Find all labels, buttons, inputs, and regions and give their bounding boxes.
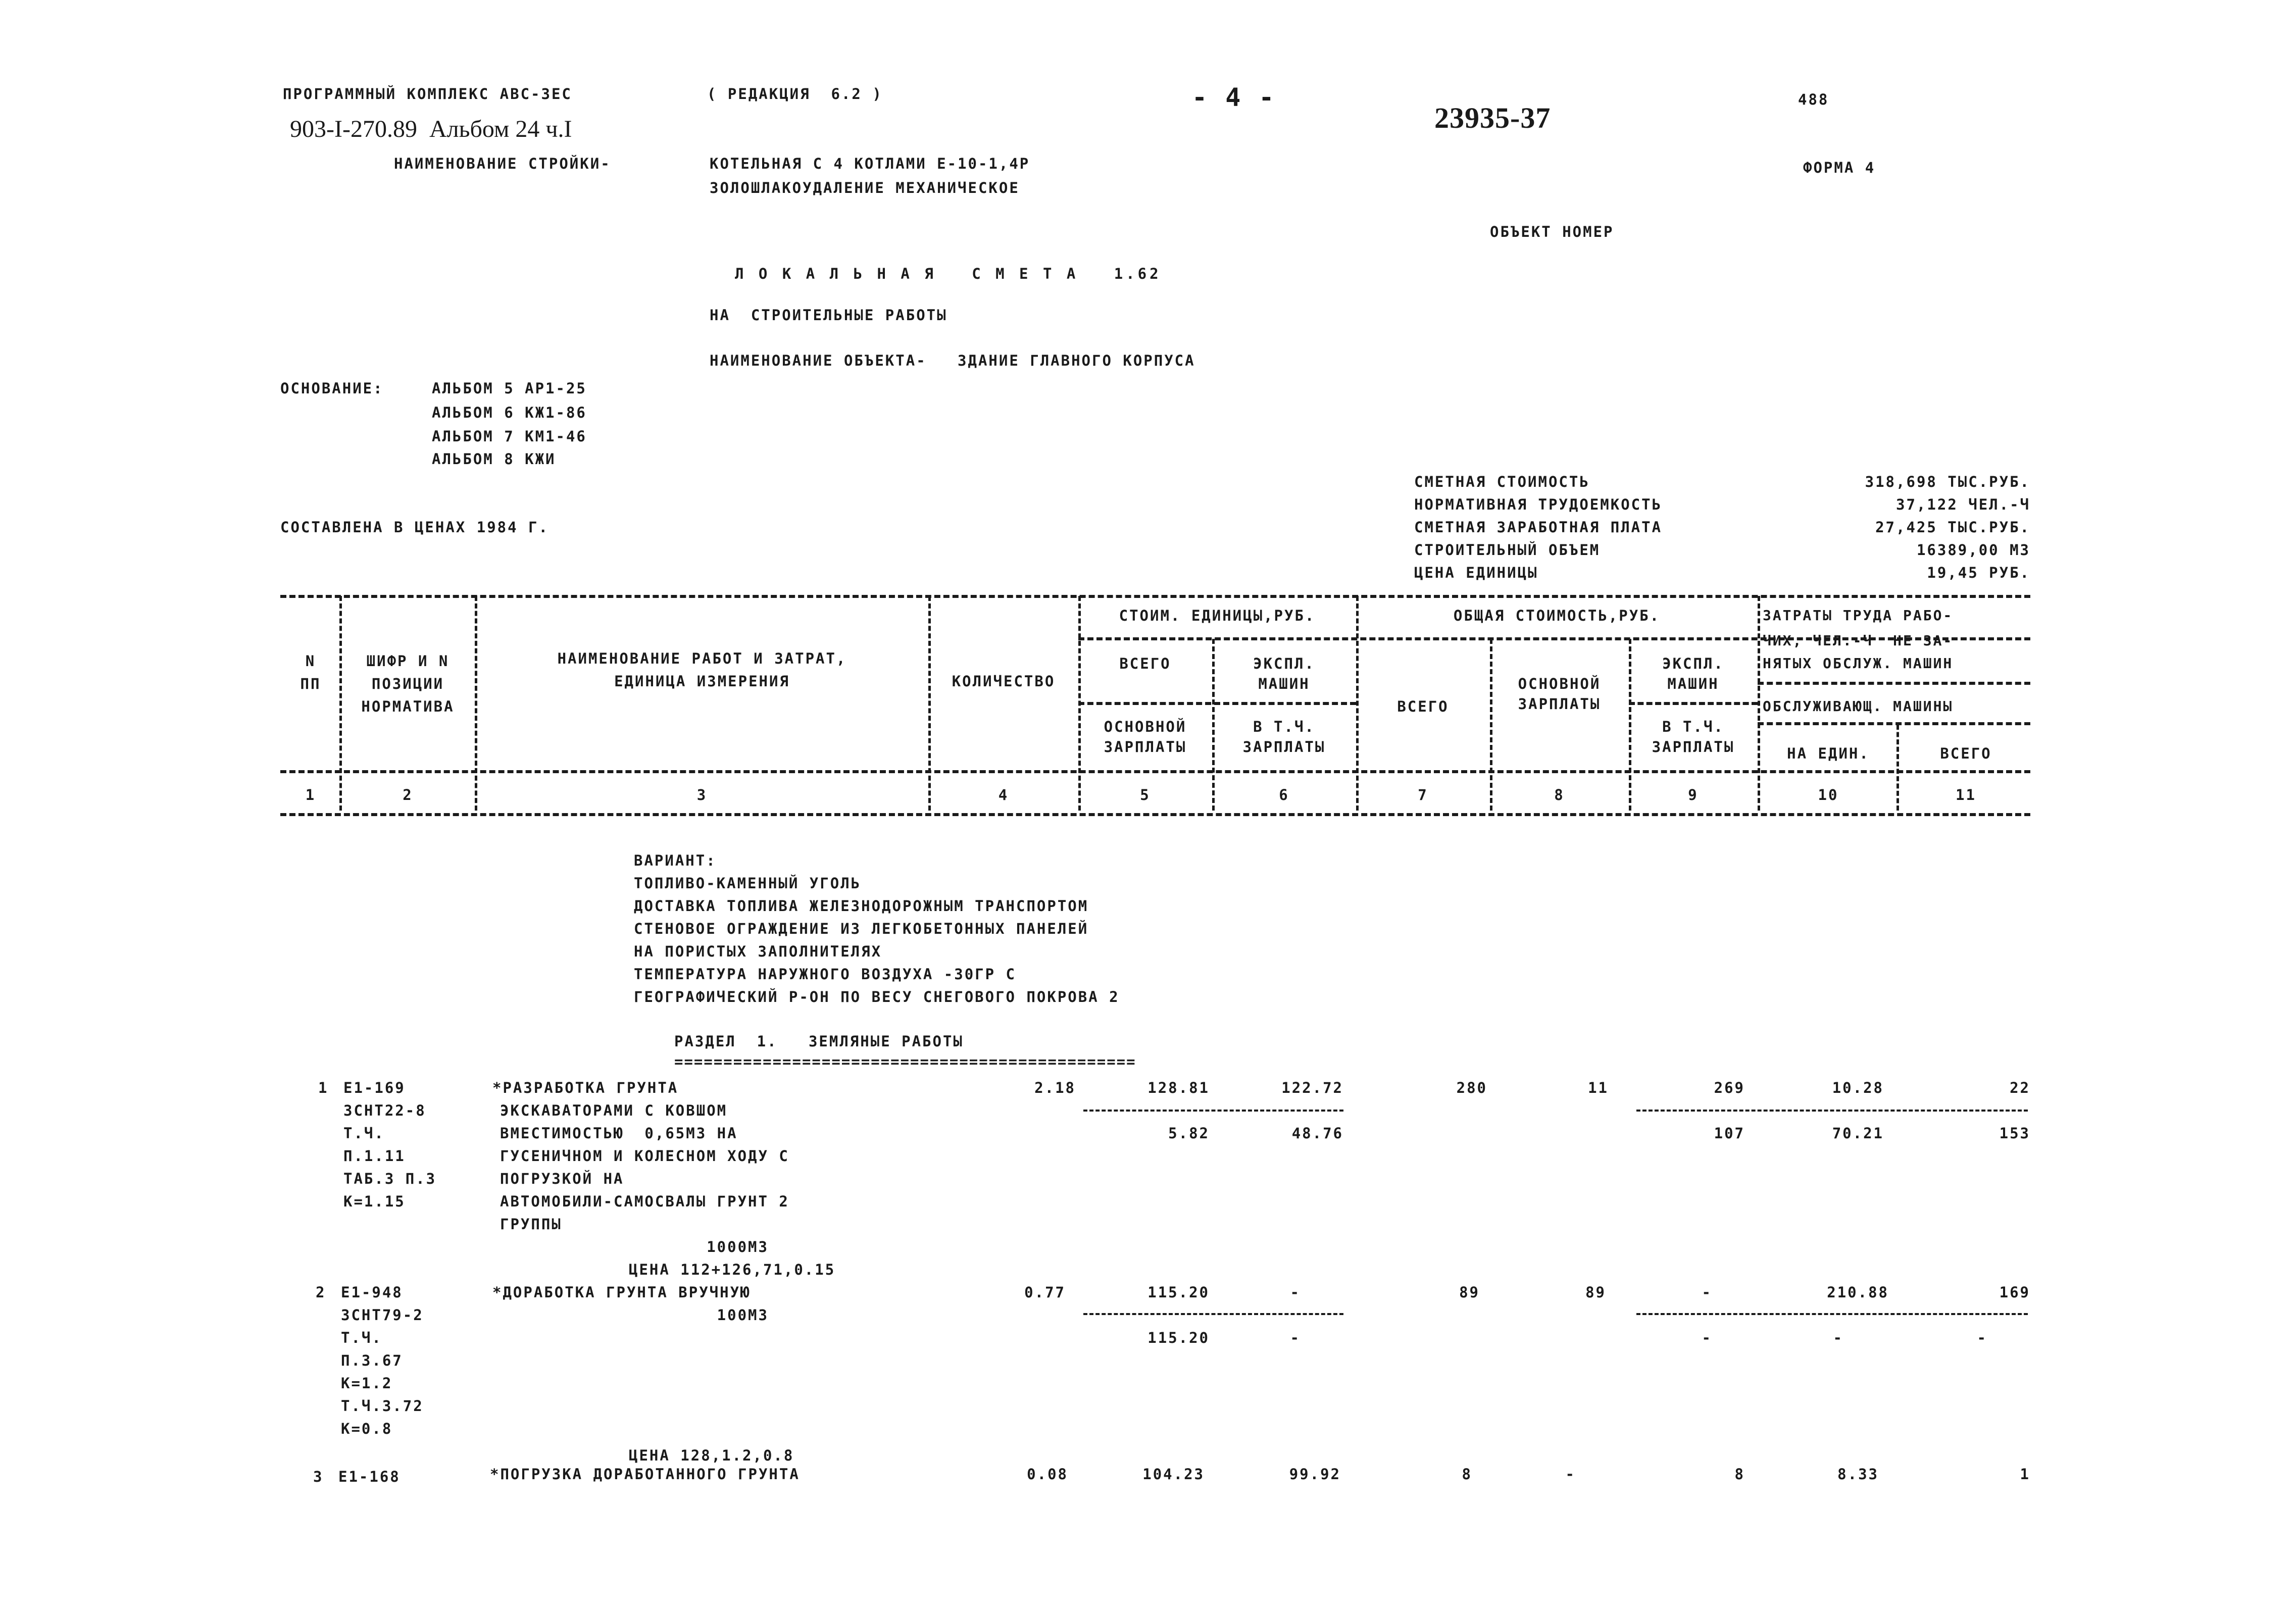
row-total-mach: 269 xyxy=(1714,1079,1745,1096)
object-number: ОБЪЕКТ НОМЕР xyxy=(1490,223,1614,240)
summary-label: СТРОИТЕЛЬНЫЙ ОБЪЕМ xyxy=(1414,541,1601,559)
column-number: 7 xyxy=(1418,786,1428,803)
row-labor2-total: 153 xyxy=(1999,1125,2030,1142)
basis-item: АЛЬБОМ 7 КМ1-46 xyxy=(432,428,587,445)
variant-line: ВАРИАНТ: xyxy=(634,852,717,869)
row-total-mach: 8 xyxy=(1734,1466,1745,1483)
column-number: 10 xyxy=(1818,786,1839,803)
row-code: ЗСНТ79-2 xyxy=(341,1306,424,1324)
col-header-quantity: КОЛИЧЕСТВО xyxy=(952,673,1056,690)
column-number: 8 xyxy=(1554,786,1565,803)
row-labor-unit: 10.28 xyxy=(1832,1079,1884,1096)
summary-label: СМЕТНАЯ ЗАРАБОТНАЯ ПЛАТА xyxy=(1414,519,1663,536)
object-name: НАИМЕНОВАНИЕ ОБЪЕКТА- ЗДАНИЕ ГЛАВНОГО КОРПУСА xyxy=(710,352,1195,369)
row-code: Т.Ч.3.72 xyxy=(341,1397,424,1415)
col-divider xyxy=(928,596,931,811)
page-number: - 4 - xyxy=(1192,83,1276,112)
column-number: 2 xyxy=(403,786,413,803)
numbers-bottom-rule xyxy=(280,813,2030,816)
row-name: ЭКСКАВАТОРАМИ С КОВШОМ xyxy=(500,1102,728,1119)
row-price-note: ЦЕНА 112+126,71,0.15 xyxy=(629,1261,836,1278)
summary-value: 37,122 ЧЕЛ.-Ч xyxy=(1896,496,2030,513)
header-inner-rule xyxy=(1758,722,2030,725)
row-unit-total: 115.20 xyxy=(1147,1284,1210,1301)
variant-line: СТЕНОВОЕ ОГРАЖДЕНИЕ ИЗ ЛЕГКОБЕТОННЫХ ПАНЕЛЕЙ xyxy=(634,920,1089,937)
program-name: ПРОГРАММНЫЙ КОМПЛЕКС АВС-3ЕС xyxy=(283,85,572,103)
row-name: ВМЕСТИМОСТЬЮ 0,65М3 НА xyxy=(500,1125,738,1142)
unit-wage-header: ЗАРПЛАТЫ xyxy=(1104,738,1187,756)
basis-item: АЛЬБОМ 5 АР1-25 xyxy=(432,380,587,397)
col-header-n: ПП xyxy=(300,675,321,692)
unit-mach-header: МАШИН xyxy=(1258,675,1310,692)
row-labor-total: 22 xyxy=(2010,1079,2030,1096)
row-total: 8 xyxy=(1462,1466,1472,1483)
row-code: Т.Ч. xyxy=(341,1329,382,1346)
summary-label: НОРМАТИВНАЯ ТРУДОЕМКОСТЬ xyxy=(1414,496,1663,513)
row-labor-unit: 210.88 xyxy=(1827,1284,1889,1301)
unit-cost-group-header: СТОИМ. ЕДИНИЦЫ,РУБ. xyxy=(1119,607,1316,624)
col-header-name: ЕДИНИЦА ИЗМЕРЕНИЯ xyxy=(614,673,790,690)
variant-line: ТОПЛИВО-КАМЕННЫЙ УГОЛЬ xyxy=(634,875,862,892)
row-total-mach: - xyxy=(1702,1284,1712,1301)
row-name: ПОГРУЗКОЙ НА xyxy=(500,1170,624,1187)
row-total: 280 xyxy=(1456,1079,1487,1096)
variant-line: ГЕОГРАФИЧЕСКИЙ Р-ОН ПО ВЕСУ СНЕГОВОГО ПОКРОВА 2 xyxy=(634,988,1120,1005)
row-sub-rule xyxy=(1083,1313,1343,1315)
labor-header-machines: ОБСЛУЖИВАЮЩ. МАШИНЫ xyxy=(1763,698,1954,715)
row-total: 89 xyxy=(1459,1284,1480,1301)
col-header-code: ПОЗИЦИИ xyxy=(371,675,444,692)
row-name: ГУСЕНИЧНОМ И КОЛЕСНОМ ХОДУ С xyxy=(500,1147,789,1165)
summary-value: 27,425 ТЫС.РУБ. xyxy=(1875,519,2030,536)
labor-header: ЗАТРАТЫ ТРУДА РАБО- xyxy=(1763,607,1954,624)
col-divider xyxy=(1078,596,1081,811)
col-divider xyxy=(1490,639,1492,811)
summary-value: 318,698 ТЫС.РУБ. xyxy=(1865,473,2030,490)
column-number: 5 xyxy=(1140,786,1151,803)
col-divider xyxy=(1758,596,1760,811)
column-number: 9 xyxy=(1688,786,1699,803)
row-code: П.1.11 xyxy=(343,1147,406,1165)
row-name: *ДОРАБОТКА ГРУНТА ВРУЧНУЮ xyxy=(492,1284,751,1301)
variant-line: НА ПОРИСТЫХ ЗАПОЛНИТЕЛЯХ xyxy=(634,943,882,960)
total-cost-group-header: ОБЩАЯ СТОИМОСТЬ,РУБ. xyxy=(1453,607,1661,624)
row-code: К=1.2 xyxy=(341,1375,393,1392)
row-labor2-unit: - xyxy=(1833,1329,1843,1346)
total-incl-header: В Т.Ч. xyxy=(1662,718,1724,735)
col-divider xyxy=(1896,725,1899,811)
row-code: Е1-169 xyxy=(343,1079,406,1096)
row-number: 1 xyxy=(318,1079,329,1096)
row-code: Т.Ч. xyxy=(343,1125,385,1142)
row-unit-incl: - xyxy=(1290,1329,1301,1346)
album-reference: 903-I-270.89 Альбом 24 ч.I xyxy=(290,116,572,142)
labor-unit-header: НА ЕДИН. xyxy=(1787,745,1870,762)
construction-line-1: КОТЕЛЬНАЯ С 4 КОТЛАМИ Е-10-1,4Р xyxy=(710,155,1030,172)
row-code: ТАБ.3 П.3 xyxy=(343,1170,437,1187)
unit-incl-header: В Т.Ч. xyxy=(1253,718,1315,735)
col-divider xyxy=(475,596,477,811)
header-inner-rule xyxy=(1758,682,2030,685)
row-unit-total: 128.81 xyxy=(1147,1079,1210,1096)
row-code: Е1-168 xyxy=(338,1468,401,1485)
col-divider xyxy=(339,596,342,811)
edition: ( РЕДАКЦИЯ 6.2 ) xyxy=(707,85,883,103)
row-total-incl: 107 xyxy=(1714,1125,1745,1142)
row-labor-total: 169 xyxy=(1999,1284,2030,1301)
variant-line: ДОСТАВКА ТОПЛИВА ЖЕЛЕЗНОДОРОЖНЫМ ТРАНСПОРТОМ xyxy=(634,897,1089,915)
column-number: 1 xyxy=(305,786,316,803)
total-all-header: ВСЕГО xyxy=(1397,698,1449,715)
row-unit-incl: 48.76 xyxy=(1291,1125,1343,1142)
row-unit: 1000М3 xyxy=(500,1238,769,1255)
row-quantity: 2.18 xyxy=(1034,1079,1076,1096)
summary-value: 16389,00 М3 xyxy=(1916,541,2030,559)
row-labor2-total: - xyxy=(1977,1329,1987,1346)
row-sub-rule xyxy=(1083,1110,1343,1112)
header-inner-rule xyxy=(1629,702,1758,705)
column-number: 4 xyxy=(998,786,1009,803)
row-unit-wage: 115.20 xyxy=(1147,1329,1210,1346)
row-number: 2 xyxy=(316,1284,326,1301)
row-total-wage: - xyxy=(1565,1466,1576,1483)
row-sub-rule xyxy=(1636,1313,2028,1315)
summary-value: 19,45 РУБ. xyxy=(1927,564,2030,581)
unit-total-header: ВСЕГО xyxy=(1119,655,1171,672)
row-unit-total: 104.23 xyxy=(1142,1466,1205,1483)
row-code: К=0.8 xyxy=(341,1420,393,1437)
column-number: 3 xyxy=(696,786,708,803)
basis-item: АЛЬБОМ 6 КЖ1-86 xyxy=(432,404,587,421)
row-labor-total: 1 xyxy=(2020,1466,2030,1483)
row-name: ГРУППЫ xyxy=(500,1216,562,1233)
header-inner-rule xyxy=(1078,702,1356,705)
column-number: 11 xyxy=(1956,786,1976,803)
basis-label: ОСНОВАНИЕ: xyxy=(280,380,384,397)
unit-incl-header: ЗАРПЛАТЫ xyxy=(1242,738,1326,756)
row-unit-mach: 122.72 xyxy=(1281,1079,1343,1096)
total-mach-header: ЭКСПЛ. xyxy=(1662,655,1724,672)
row-labor-unit: 8.33 xyxy=(1837,1466,1879,1483)
labor-header: ЧИХ, ЧЕЛ.-Ч НЕ ЗА- xyxy=(1763,632,1954,649)
summary-label: СМЕТНАЯ СТОИМОСТЬ xyxy=(1414,473,1590,490)
construction-label: НАИМЕНОВАНИЕ СТРОЙКИ- xyxy=(394,155,611,172)
row-labor2-unit: 70.21 xyxy=(1832,1125,1884,1142)
unit-wage-header: ОСНОВНОЙ xyxy=(1104,718,1187,735)
row-code: К=1.15 xyxy=(343,1193,406,1210)
unit-mach-header: ЭКСПЛ. xyxy=(1253,655,1315,672)
row-code: П.3.67 xyxy=(341,1352,403,1369)
row-unit: 100М3 xyxy=(500,1306,769,1324)
column-number: 6 xyxy=(1279,786,1289,803)
row-quantity: 0.77 xyxy=(1024,1284,1066,1301)
row-total-wage: 89 xyxy=(1585,1284,1606,1301)
row-total-wage: 11 xyxy=(1588,1079,1609,1096)
table-top-rule xyxy=(280,595,2030,598)
total-incl-header: ЗАРПЛАТЫ xyxy=(1652,738,1735,756)
corner-code: 488 xyxy=(1798,91,1829,108)
variant-line: ТЕМПЕРАТУРА НАРУЖНОГО ВОЗДУХА -30ГР С xyxy=(634,966,1017,983)
row-name: *РАЗРАБОТКА ГРУНТА xyxy=(492,1079,679,1096)
total-wage-header: ЗАРПЛАТЫ xyxy=(1518,695,1601,713)
form-number: ФОРМА 4 xyxy=(1803,159,1876,176)
row-unit-mach: - xyxy=(1290,1284,1301,1301)
construction-line-2: ЗОЛОШЛАКОУДАЛЕНИЕ МЕХАНИЧЕСКОЕ xyxy=(710,179,1020,196)
row-code: Е1-948 xyxy=(341,1284,403,1301)
estimate-title: Л О К А Л Ь Н А Я С М Е Т А 1.62 xyxy=(735,265,1162,282)
row-sub-rule xyxy=(1636,1110,2028,1112)
row-unit-wage: 5.82 xyxy=(1168,1125,1210,1142)
row-total-incl: - xyxy=(1702,1329,1712,1346)
compiled-prices: СОСТАВЛЕНА В ЦЕНАХ 1984 Г. xyxy=(280,519,549,536)
section-underline: =============================================== xyxy=(674,1053,1136,1070)
col-header-n: N xyxy=(305,652,316,670)
row-code: ЗСНТ22-8 xyxy=(343,1102,426,1119)
total-mach-header: МАШИН xyxy=(1667,675,1719,692)
document-stamp-number: 23935-37 xyxy=(1434,102,1551,134)
col-header-code: НОРМАТИВА xyxy=(361,698,455,715)
estimate-subtitle: НА СТРОИТЕЛЬНЫЕ РАБОТЫ xyxy=(710,307,947,324)
col-header-code: ШИФР И N xyxy=(366,652,450,670)
row-name: *ПОГРУЗКА ДОРАБОТАННОГО ГРУНТА xyxy=(490,1466,800,1483)
total-wage-header: ОСНОВНОЙ xyxy=(1518,675,1601,692)
section-title: РАЗДЕЛ 1. ЗЕМЛЯНЫЕ РАБОТЫ xyxy=(674,1033,964,1050)
row-unit-mach: 99.92 xyxy=(1289,1466,1341,1483)
header-bottom-rule xyxy=(280,770,2030,773)
basis-item: АЛЬБОМ 8 КЖИ xyxy=(432,450,556,468)
row-quantity: 0.08 xyxy=(1027,1466,1068,1483)
row-name: АВТОМОБИЛИ-САМОСВАЛЫ ГРУНТ 2 xyxy=(500,1193,789,1210)
col-header-name: НАИМЕНОВАНИЕ РАБОТ И ЗАТРАТ, xyxy=(557,650,847,667)
row-number: 3 xyxy=(313,1468,324,1485)
labor-total-header: ВСЕГО xyxy=(1940,745,1992,762)
summary-label: ЦЕНА ЕДИНИЦЫ xyxy=(1414,564,1538,581)
labor-header: НЯТЫХ ОБСЛУЖ. МАШИН xyxy=(1763,655,1954,672)
row-price-note: ЦЕНА 128,1.2,0.8 xyxy=(629,1447,794,1464)
